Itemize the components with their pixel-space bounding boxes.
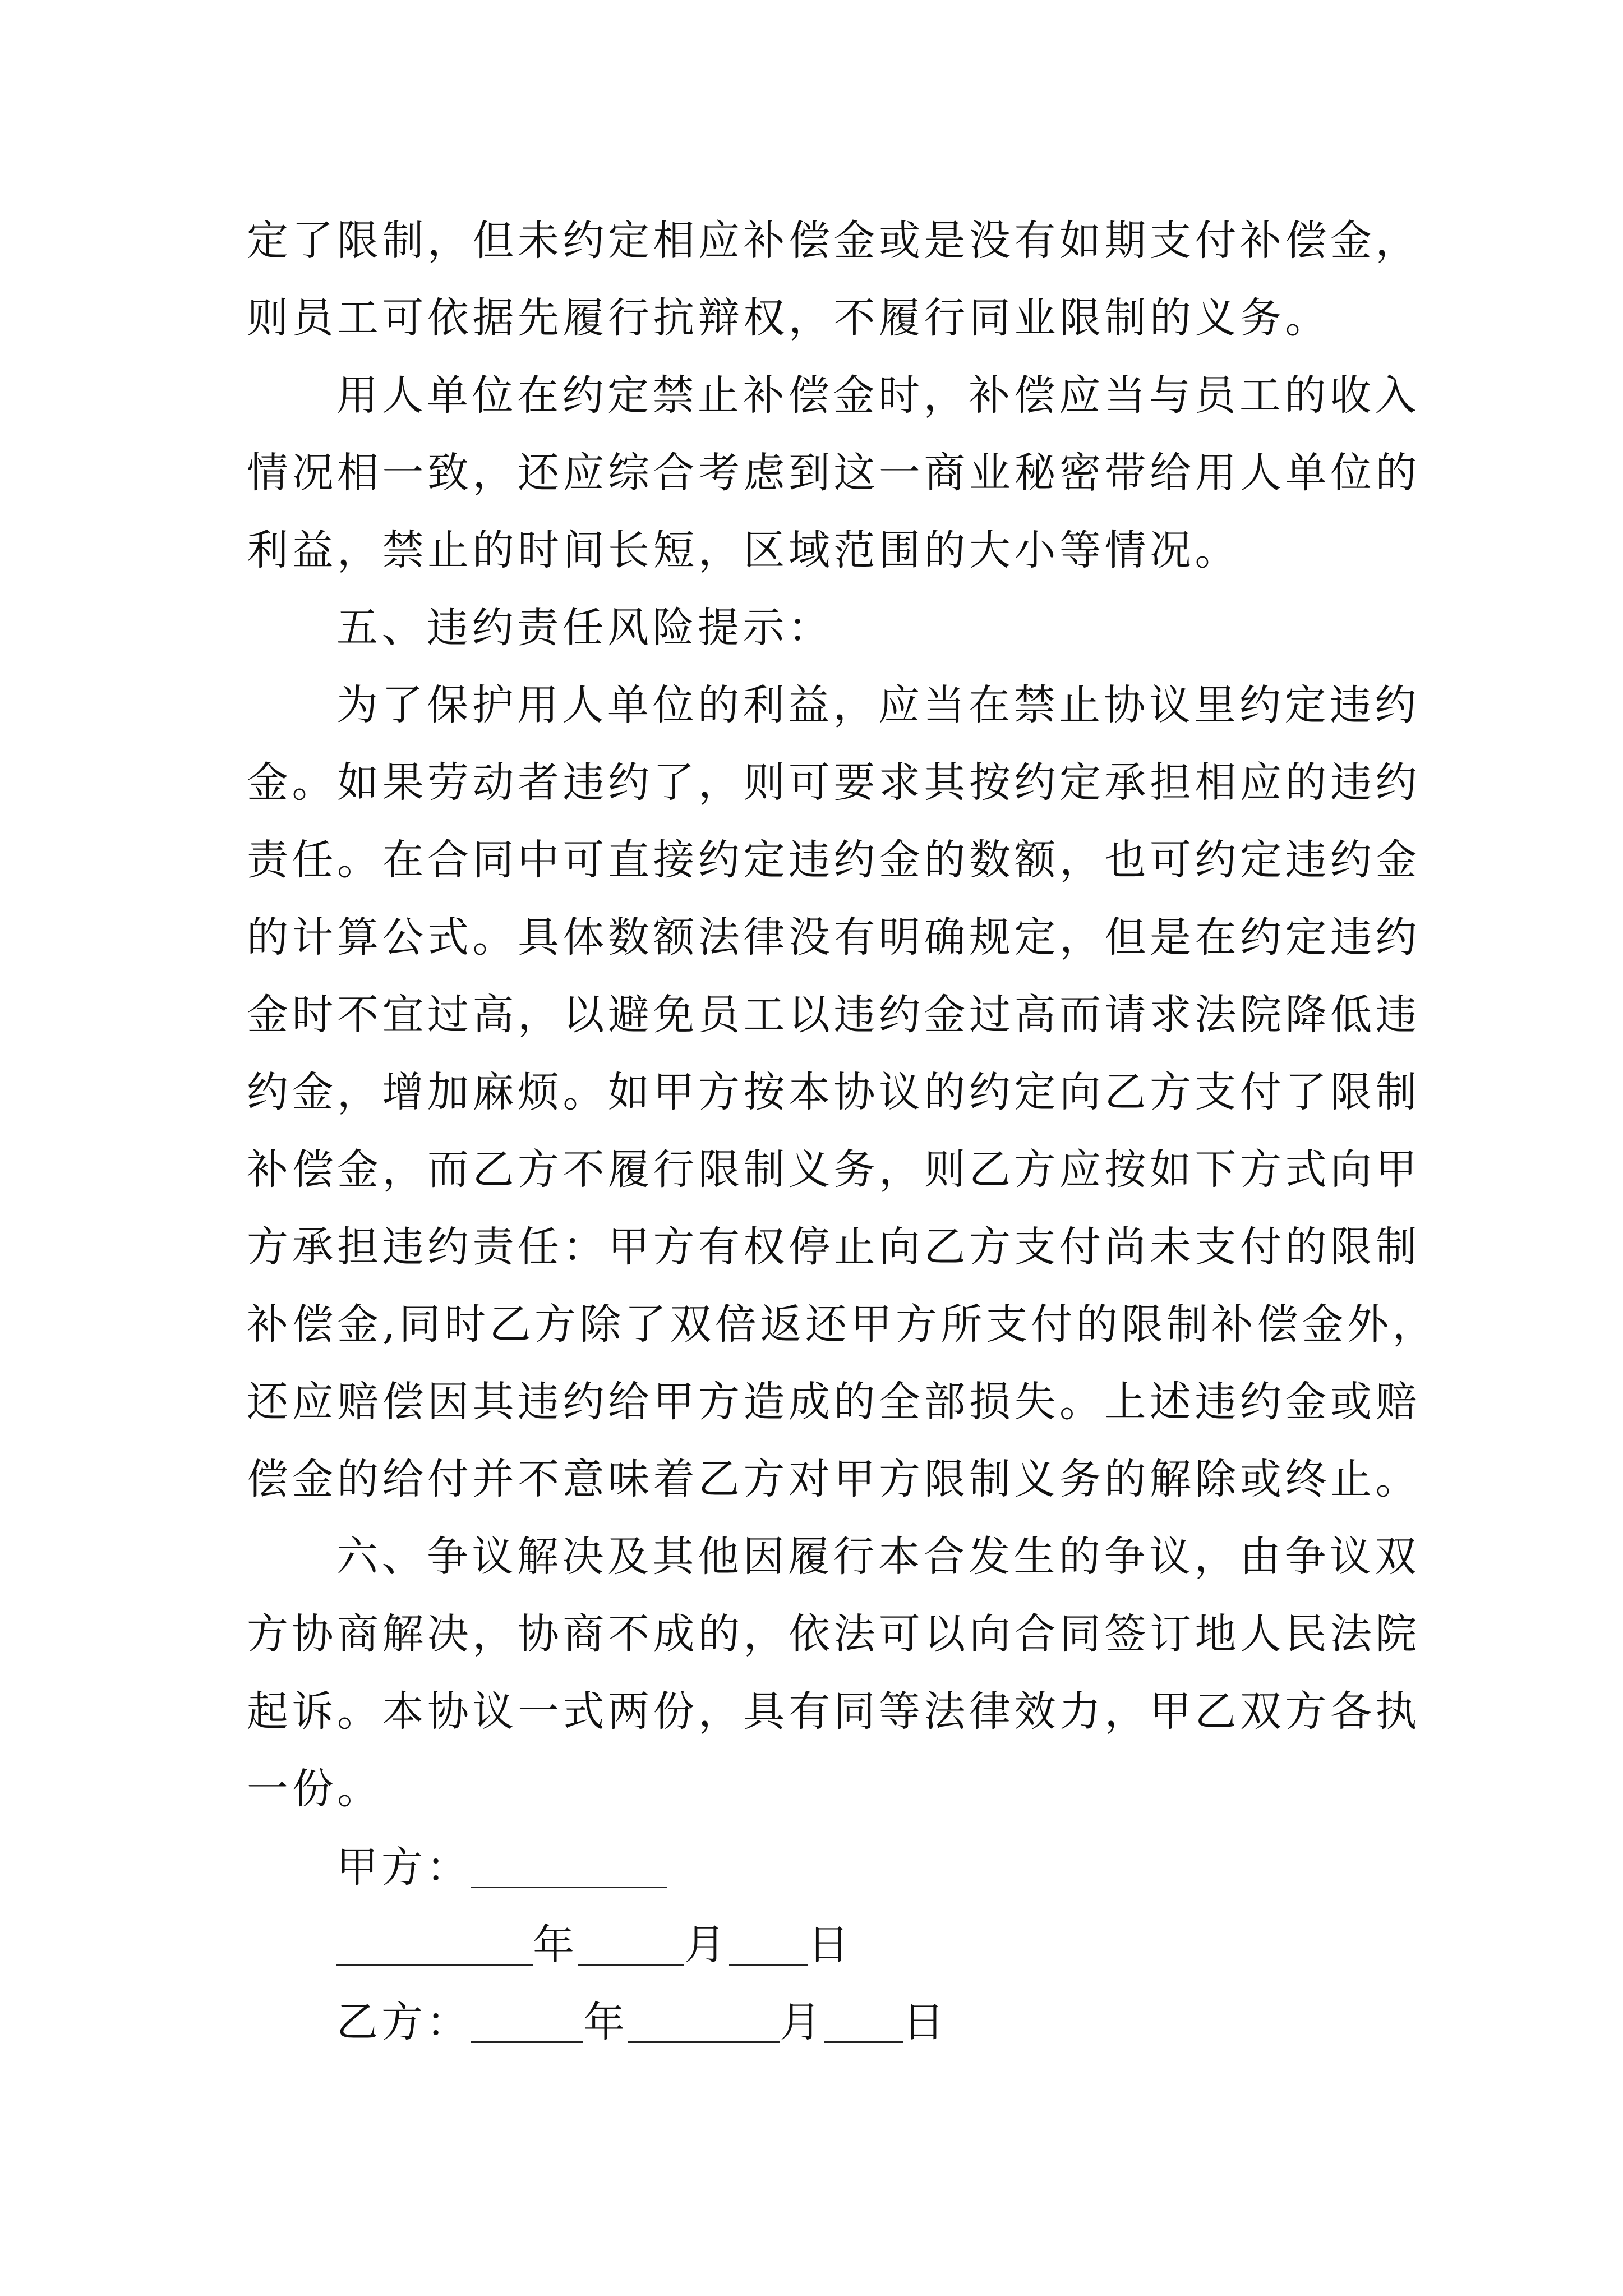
day-label-b: 日 (903, 1998, 948, 2046)
text-line-19: 方协商解决，协商不成的，依法可以向合同签订地人民法院 (247, 1610, 1421, 1658)
text-line-17: 偿金的给付并不意味着乙方对甲方限制义务的解除或终止。 (247, 1455, 1421, 1503)
day-label-a: 日 (808, 1921, 852, 1969)
text-line-3: 用人单位在约定禁止补偿金时，补偿应当与员工的收入 (336, 371, 1420, 420)
year-blank-a (336, 1925, 533, 1966)
day-blank-a (729, 1925, 808, 1966)
text-line-8: 金。如果劳动者违约了，则可要求其按约定承担相应的违约 (247, 758, 1421, 807)
section-heading-6: 六、争议解决及其他因履行本合发生的争议，由争议双 (336, 1533, 1420, 1581)
party-a-label: 甲方： (336, 1843, 471, 1892)
section-heading-5: 五、违约责任风险提示： (336, 604, 833, 652)
text-line-7: 为了保护用人单位的利益，应当在禁止协议里约定违约 (336, 681, 1420, 729)
party-b-label: 乙方： (336, 1998, 471, 2046)
text-line-20: 起诉。本协议一式两份，具有同等法律效力，甲乙双方各执 (247, 1687, 1421, 1736)
text-line-4: 情况相一致，还应综合考虑到这一商业秘密带给用人单位的 (247, 449, 1421, 497)
text-line-11: 金时不宜过高，以避免员工以违约金过高而请求法院降低违 (247, 991, 1421, 1039)
text-line-16: 还应赔偿因其违约给甲方造成的全部损失。上述违约金或赔 (247, 1378, 1421, 1426)
year-blank-b (471, 2002, 583, 2043)
text-line-12: 约金，增加麻烦。如甲方按本协议的约定向乙方支付了限制 (247, 1068, 1421, 1116)
party-b-line (336, 1998, 948, 2046)
text-line-15: 补偿金,同时乙方除了双倍返还甲方所支付的限制补偿金外， (247, 1300, 1438, 1349)
text-line-9: 责任。在合同中可直接约定违约金的数额，也可约定违约金 (247, 836, 1421, 884)
month-blank-a (578, 1925, 684, 1966)
month-label-a: 月 (684, 1921, 729, 1969)
party-a-blank (471, 1847, 667, 1888)
year-label-b: 年 (583, 1998, 628, 2046)
year-label-a: 年 (533, 1921, 578, 1969)
text-line-5: 利益，禁止的时间长短，区域范围的大小等情况。 (247, 526, 1240, 574)
party-a-date-line (336, 1921, 852, 1969)
month-blank-b (628, 2002, 780, 2043)
text-line-10: 的计算公式。具体数额法律没有明确规定，但是在约定违约 (247, 913, 1421, 961)
month-label-b: 月 (780, 1998, 824, 2046)
party-a-line (336, 1843, 667, 1892)
text-line-2: 则员工可依据先履行抗辩权，不履行同业限制的义务。 (247, 294, 1330, 342)
day-blank-b (824, 2002, 903, 2043)
text-line-21: 一份。 (247, 1765, 382, 1813)
text-line-1: 定了限制，但未约定相应补偿金或是没有如期支付补偿金， (247, 217, 1421, 265)
text-line-14: 方承担违约责任：甲方有权停止向乙方支付尚未支付的限制 (247, 1223, 1421, 1271)
text-line-13: 补偿金，而乙方不履行限制义务，则乙方应按如下方式向甲 (247, 1145, 1421, 1194)
